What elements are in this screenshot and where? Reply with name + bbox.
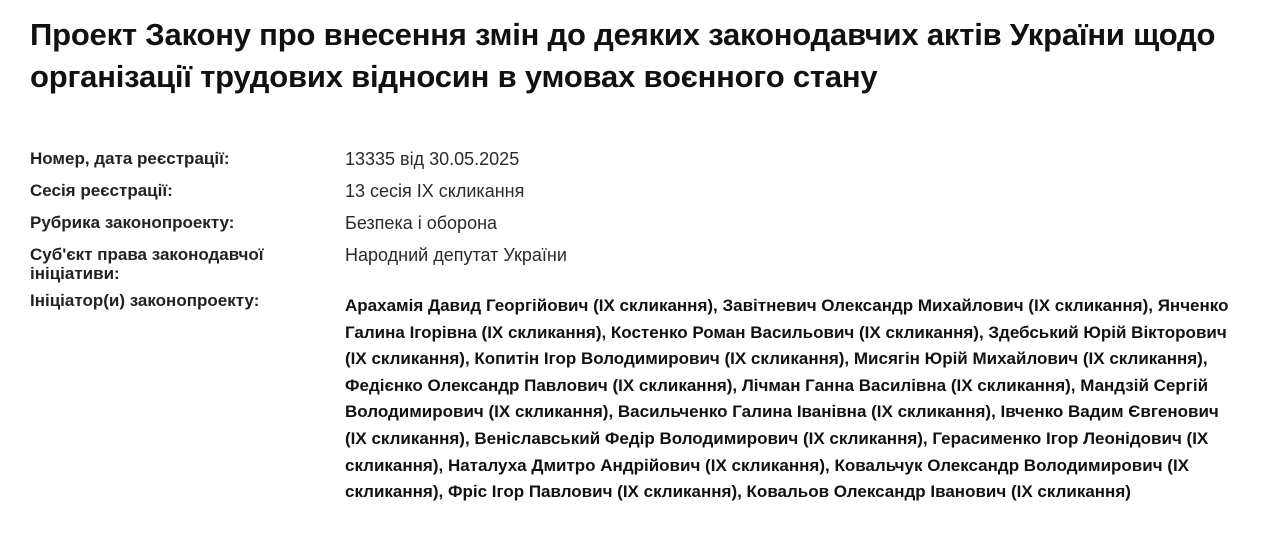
subject-value: Народний депутат України bbox=[345, 245, 567, 265]
registration-row bbox=[30, 144, 1260, 181]
page-title: Проект Закону про внесення змін до деяких законодавчих актів України щодо організації трудових відносин в умовах воєнного стану bbox=[30, 17, 1216, 94]
subject-row bbox=[30, 245, 1260, 287]
session-value: 13 сесія IX скликання bbox=[345, 181, 525, 201]
registration-value: 13335 від 30.05.2025 bbox=[345, 149, 520, 169]
registration-label: Номер, дата реєстрації: bbox=[30, 149, 230, 168]
rubric-value: Безпека і оборона bbox=[345, 213, 498, 233]
initiators-row bbox=[30, 291, 1260, 506]
session-label: Сесія реєстрації: bbox=[30, 181, 173, 200]
initiators-label: Ініціатор(и) законопроекту: bbox=[30, 291, 260, 310]
bill-info-table bbox=[30, 144, 1260, 506]
initiators-list: Арахамія Давид Георгійович (IX скликання), Завітневич Олександр Михайлович (IX скликання), Янченко Галина Ігорівна (IX скликання), Костенко Роман Васильович (IX скликання), Здебський Юрій Вікторович (IX скликання), Копитін Ігор Володимирович (IX скликання), Мисягін Юрій Михайлович (IX скликання), Федієнко Олександр Павлович (IX скликання), Лічман Ганна Василівна (IX скликання), Мандзій Сергій Володимирович (IX скликання), Васильченко Галина Іванівна (IX скликання), Івченко Вадим Євгенович (IX скликання), Веніславський Федір Володимирович (IX скликання), Герасименко Ігор Леонідович (IX скликання), Наталуха Дмитро Андрійович (IX скликання), Ковальчук Олександр Володимирович (IX скликання), Фріс Ігор Павлович (IX скликання), Ковальов Олександр Іванович (IX скликання) bbox=[345, 296, 1229, 502]
rubric-row bbox=[30, 213, 1260, 245]
subject-label: Суб'єкт права законодавчої ініціативи: bbox=[30, 245, 264, 283]
session-row bbox=[30, 181, 1260, 213]
rubric-label: Рубрика законопроекту: bbox=[30, 213, 235, 232]
